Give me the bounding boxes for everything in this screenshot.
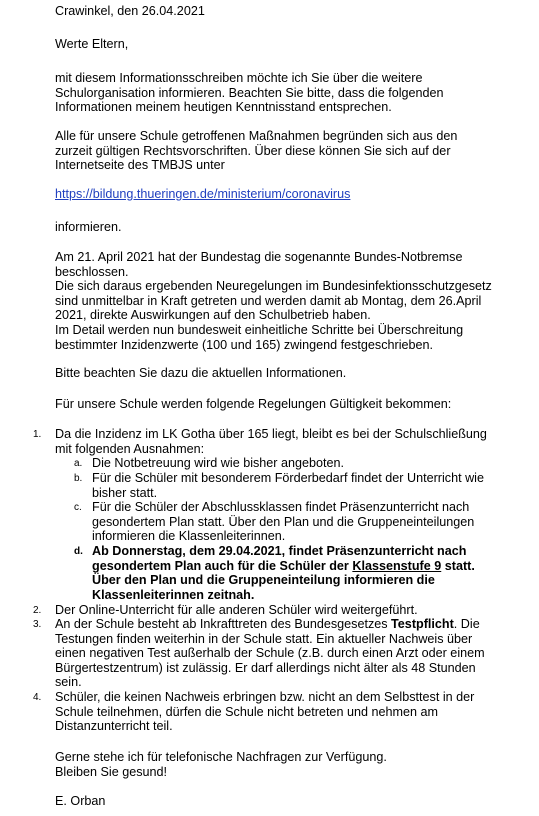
- measures-line: zurzeit gültigen Rechtsvorschriften. Über diese können Sie sich auf der: [55, 143, 451, 158]
- list-number: 3.: [33, 619, 42, 630]
- detail-line: bestimmter Inzidenzwerte (100 und 165) zwingend festgeschrieben.: [55, 337, 434, 352]
- ministry-coronavirus-link[interactable]: https://bildung.thueringen.de/ministerium/coronavirus: [55, 187, 351, 201]
- closing-paragraph: [55, 750, 515, 779]
- notbremse-line: Am 21. April 2021 hat der Bundestag die sogenannte Bundes-Notbremse: [55, 250, 463, 264]
- signature: E. Orban: [55, 794, 106, 808]
- notbremse-paragraph: [55, 250, 515, 352]
- measures-paragraph: [55, 129, 515, 173]
- closing-line: Bleiben Sie gesund!: [55, 764, 168, 779]
- link-paragraph: [55, 187, 515, 202]
- measures-line: Alle für unsere Schule getroffenen Maßnahmen begründen sich aus den: [55, 129, 458, 143]
- class-level-highlight: Klassenstufe 9: [352, 558, 442, 573]
- note-paragraph: Bitte beachten Sie dazu die aktuellen Informationen.: [55, 366, 347, 380]
- sub-list-letter: c.: [74, 502, 82, 513]
- list-number: 4.: [33, 692, 42, 703]
- intro-paragraph: [55, 71, 515, 115]
- sub-list-letter: b.: [74, 473, 83, 484]
- sub-list-letter: d.: [74, 546, 83, 557]
- closing-line: Gerne stehe ich für telefonische Nachfragen zur Verfügung.: [55, 750, 387, 764]
- notbremse-line: beschlossen.: [55, 264, 129, 279]
- list-item-text: An der Schule besteht ab Inkrafttreten des Bundesgesetzes Testpflicht. Die Testungen finden weiterhin in der Schule statt. Ein aktueller Nachweis über einen negativen Test außerhalb der Schule (z.B. durch einen Arzt oder einem Bürgertestzentrum) ist zulässig. Er darf allerdings nicht älter als 48 Stunden sein.: [55, 617, 485, 690]
- date-line: Crawinkel, den 26.04.2021: [55, 4, 205, 18]
- regel-line: sind unmittelbar in Kraft getreten und werden damit ab Montag, dem 26.April: [55, 293, 482, 308]
- detail-line: Im Detail werden nun bundesweit einheitliche Schritte bei Überschreitung: [55, 322, 464, 337]
- regel-line: Die sich daraus ergebenden Neuregelungen im Bundesinfektionsschutzgesetz: [55, 279, 492, 294]
- list-item-text: Da die Inzidenz im LK Gotha über 165 liegt, bleibt es bei der Schulschließung mit folgenden Ausnahmen:: [55, 427, 487, 456]
- intro-line: Schulorganisation informieren. Beachten Sie bitte, dass die folgenden: [55, 85, 444, 100]
- list-number: 2.: [33, 605, 42, 616]
- list-item-text: Der Online-Unterricht für alle anderen Schüler wird weitergeführt.: [55, 603, 418, 617]
- regel-line: 2021, direkte Auswirkungen auf den Schulbetrieb haben.: [55, 308, 371, 323]
- list-number: 1.: [33, 429, 42, 440]
- measures-line: Internetseite des TMBJS unter: [55, 158, 225, 173]
- intro-line: mit diesem Informationsschreiben möchte ich Sie über die weitere: [55, 71, 423, 85]
- list-item-text: Schüler, die keinen Nachweis erbringen bzw. nicht an dem Selbsttest in der Schule teilnehmen, dürfen die Schule nicht betreten und nehmen am Distanzunterricht teil.: [55, 690, 475, 734]
- salutation: Werte Eltern,: [55, 37, 129, 51]
- sub-list-letter: a.: [74, 458, 83, 469]
- rules-intro: Für unsere Schule werden folgende Regelungen Gültigkeit bekommen:: [55, 397, 452, 411]
- testpflicht-highlight: Testpflicht: [391, 617, 454, 631]
- letter-page: Crawinkel, den 26.04.2021 Werte Eltern, mit diesem Informationsschreiben möchte ich Sie über die weitere Schulorganisation informieren. Beachten Sie bitte, dass die folgenden Informationen meinem heutigen Kenntnisstand entsprechen. Alle für unsere Schule getroffenen Maßnahmen begründen sich aus den zurzeit gültigen Rechtsvorschriften. Über diese können Sie sich auf der Internetseite des TMBJS unter https://bildung.thueringen.de/ministerium/coronavirus informieren. Am 21. April 2021 hat der Bundestag die sogenannte Bundes-Notbremse beschlossen. Die sich daraus ergebenden Neuregelungen im Bundesinfektionsschutzgesetz sind unmittelbar in Kraft getreten und werden damit ab Montag, dem 26.April 2021, direkte Auswirkungen auf den Schulbetrieb haben. Im Detail werden nun bundesweit einheitliche Schritte bei Überschreitung bestimmter Inzidenzwerte (100 und 165) zwingend festgeschrieben. Bitte beachten Sie dazu die aktuellen Informationen. Für unsere Schule werden folgende Regelungen Gültigkeit bekommen: 1. Da die Inzidenz im LK Gotha über 165 liegt, bleibt es bei der Schulschließung mit folgenden Ausnahmen: a. Die Notbetreuung wird wie bisher angeboten. b. Für die Schüler mit besonderem Förderbedarf findet der Unterricht wie bisher statt. c. Für die Schüler der Abschlussklassen findet Präsenzunterricht nach gesondertem Plan statt. Über den Plan und die Gruppeneinteilungen informieren die Klassenleiterinnen. d. Ab Donnerstag, dem 29.04.2021, findet Präsenzunterricht nach gesondertem Plan auch für die Schüler der Klassenstufe 9 statt. Über den Plan und die Gruppeneinteilung informieren die Klassenleiterinnen zeitnah. 2. Der Online-Unterricht für alle anderen Schüler wird weitergeführt. 3. An der Schule besteht ab Inkrafttreten des Bundesgesetzes Testpflicht. Die Testungen finden weiterhin in der Schule statt. Ein aktueller Nachweis über einen negativen Test außerhalb der Schule (z.B. durch einen Arzt oder einem Bürgertestzentrum) ist zulässig. Er darf allerdings nicht älter als 48 Stunden sein. 4. Schüler, die keinen Nachweis erbringen bzw. nicht an dem Selbsttest in der Schule teilnehmen, dürfen die Schule nicht betreten und nehmen am Distanzunterricht teil. Gerne stehe ich für telefonische Nachfragen zur Verfügung. Bleiben Sie gesund! E. Orban: [0, 0, 539, 816]
- inform-paragraph: informieren.: [55, 220, 122, 234]
- intro-line: Informationen meinem heutigen Kenntnisstand entsprechen.: [55, 100, 392, 115]
